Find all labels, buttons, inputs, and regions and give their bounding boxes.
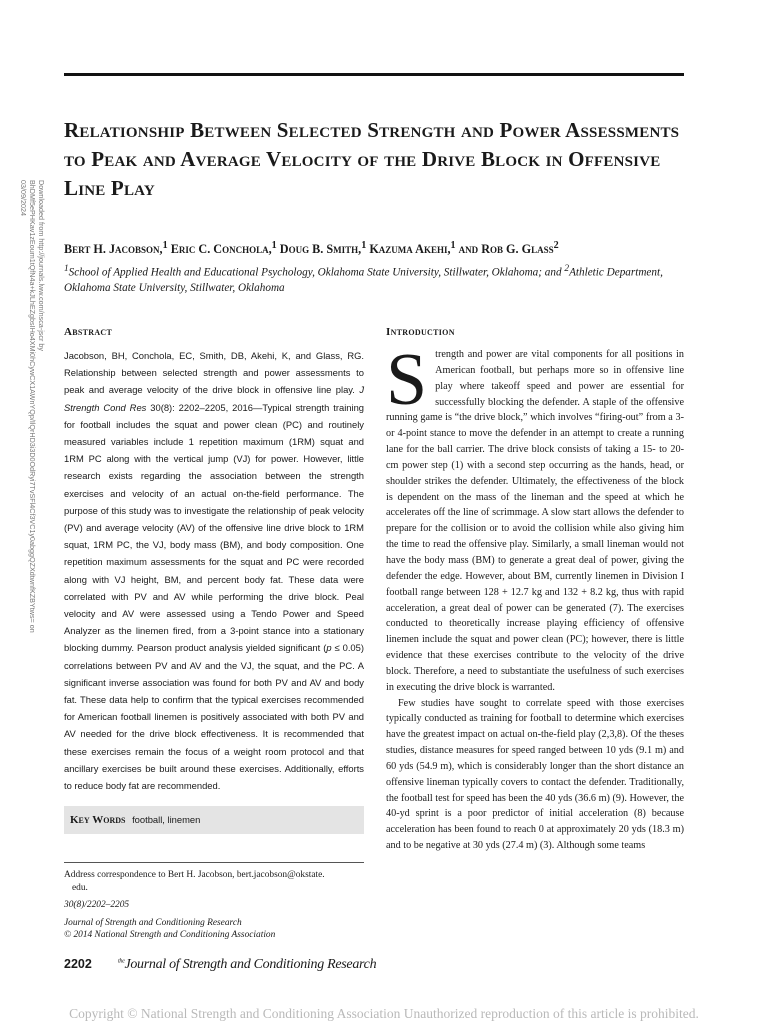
page-footer	[64, 955, 684, 975]
abstract-heading: Abstract	[64, 326, 113, 338]
footer-journal-name: $^{the}$Journal of Strength and Conditioning Research	[118, 957, 377, 972]
abstract-text: Jacobson, BH, Conchola, EC, Smith, DB, Akehi, K, and Glass, RG. Relationship between selected strength and power assessments to peak and average velocity of the drive block in offensive line play. J Strength Cond Res 30(8): 2202–2205, 2016—Typical strength training for football includes the squat and power clean (PC) and routinely measured variables include 1 repetition maximum (1RM) squat and 1RM PC along with the vertical jump (VJ) for power. However, little research exists regarding the association between the strength exercises and velocity of an actual on-the-field performance. The purpose of this study was to investigate the relationship of peak velocity (PV) and average velocity (AV) of the offensive line drive block to 1RM squat, 1RM PC, the VJ, body mass (BM), and body composition. One repetition maximum assessments for the squat and PC were recorded along with VJ height, BM, and percent body fat. These data were correlated with PV and AV while performing the drive block. Peal velocity and AV were assessed using a Tendo Power and Speed Analyzer as the linemen fired, from a 3-point stance into a stationary blocking dummy. Pearson product analysis yielded significant (p ≤ 0.05) correlations between PV and AV and the VJ, the squat, and the PC. A significant inverse association was found for both PV and AV and body fat. These data help to confirm that the typical exercises recommended for American football linemen is positively associated with both PV and AV needed for the drive block effectiveness. It is recommended that these exercises remain the focus of a weight room protocol and that ancillary exercises be built around these exercises. Additionally, efforts to reduce body fat are recommended.	[64, 350, 364, 792]
affiliations: $^1$School of Applied Health and Educational Psychology, Oklahoma State University, Stillwater, Oklahoma; and $^2$Athletic Department, Oklahoma State University, Stillwater, Oklahoma	[64, 264, 663, 294]
author-4: Kazuma Akehi,$^1$	[369, 240, 456, 257]
keywords-label: Key Words	[70, 814, 126, 827]
top-rule	[64, 73, 684, 76]
footnote-copyright: © 2014 National Strength and Conditioning Association	[64, 929, 276, 940]
footnote-rule	[64, 862, 364, 863]
volume-info: 30(8)/2202–2205	[64, 900, 130, 911]
right-column	[386, 326, 684, 854]
intro-paragraph-1: Strength and power are vital components for all positions in American football, but perhaps more so in offensive line play where takeoff speed and power are essential for successfully blocking the defender. A staple of the offensive running game is “the drive block,” which involves “firing-out” from a 3- or 4-point stance to move the defender in an attempt to create a running lane for the ball carrier. The drive block consists of taking a 15- to 20-cm power step (1) with a second step occurring as the hands, head, or shoulder strikes the defender. Ultimately, the effectiveness of the block is dependent on the mass of the lineman and the speed at which he accelerates off the line of scrimmage. A slow start allows the defender to prepare for the collision or to avoid the collision while also giving him the time to read the offensive play. Similarly, a small lineman would not have the body mass (BM) to generate a great deal of power, giving the defender the edge. However, about BM, currently linemen in Division I football range between 128 + 12.7 kg and 132 + 8.2 kg, thus with rapid acceleration, a great deal of power can be generated (7). The exercises conducted to theoretically increase playing efficiency of offensive linemen include the squat and power clean (PC); however, there is little evidence that these exercises contribute to the velocity of the drive block. Therefore, a need to substantiate the usefulness of such exercises in executing the drive block is warranted.	[386, 339, 684, 693]
author-2: Eric C. Conchola,$^1$	[170, 240, 277, 257]
left-column	[64, 326, 364, 941]
author-5: and Rob G. Glass$^2$	[458, 240, 559, 257]
footnote	[64, 869, 364, 941]
correspondence-address: Address correspondence to Bert H. Jacobson, bert.jacobson@okstate. edu.	[64, 870, 325, 893]
download-watermark-note: Downloaded from http://journals.lww.com/nsca-jscr by BhDMf5ePHKav1zEoum1tQfN4a+kJLhEZgbsIHo4XMi0hCywCX1AWnYQp/IlQrHD3i3D0OdRyi7TvSFl4Cf3VC1y0abggQZXdtwnfKZBYtws= on 03/09/2024	[19, 180, 46, 633]
footnote-journal: Journal of Strength and Conditioning Research	[64, 917, 242, 928]
author-3: Doug B. Smith,$^1$	[279, 240, 367, 257]
author-1: Bert H. Jacobson,$^1$	[64, 240, 168, 257]
author-list	[64, 240, 684, 257]
article-title: Relationship Between Selected Strength and Power Assessments to Peak and Average Velocity of the Drive Block in Offensive Line Play	[64, 118, 680, 200]
drop-cap: S	[386, 339, 428, 421]
page-number: 2202	[64, 957, 92, 971]
keywords-box	[64, 806, 364, 834]
copyright-notice: Copyright © National Strength and Conditioning Association Unauthorized reproduction of this article is prohibited.	[69, 1006, 699, 1021]
introduction-heading: Introduction	[386, 326, 455, 338]
intro-paragraph-2: Few studies have sought to correlate speed with those exercises typically conducted as training for football to determine which exercises have the greatest impact on actual on-the-field play (2,3,8). Of the theses studies, distance measures for speed ranged between 10 yds (9.1 m) and 60 yds (54.9 m), which is considerably longer than the short distance an offensive lineman typically covers to contact the defender. Traditionally, the football test for speed has been the 40 yds (36.6 m) (9). However, the 40-yd sprint is a poor predictor of initial acceleration (8) because acceleration has been found to reach 0 at approximately 20 yds (18.3 m) and to be negative at 30 yds (27.4 m) (3). Although some teams	[386, 697, 684, 852]
keywords-text: football, linemen	[132, 814, 201, 826]
